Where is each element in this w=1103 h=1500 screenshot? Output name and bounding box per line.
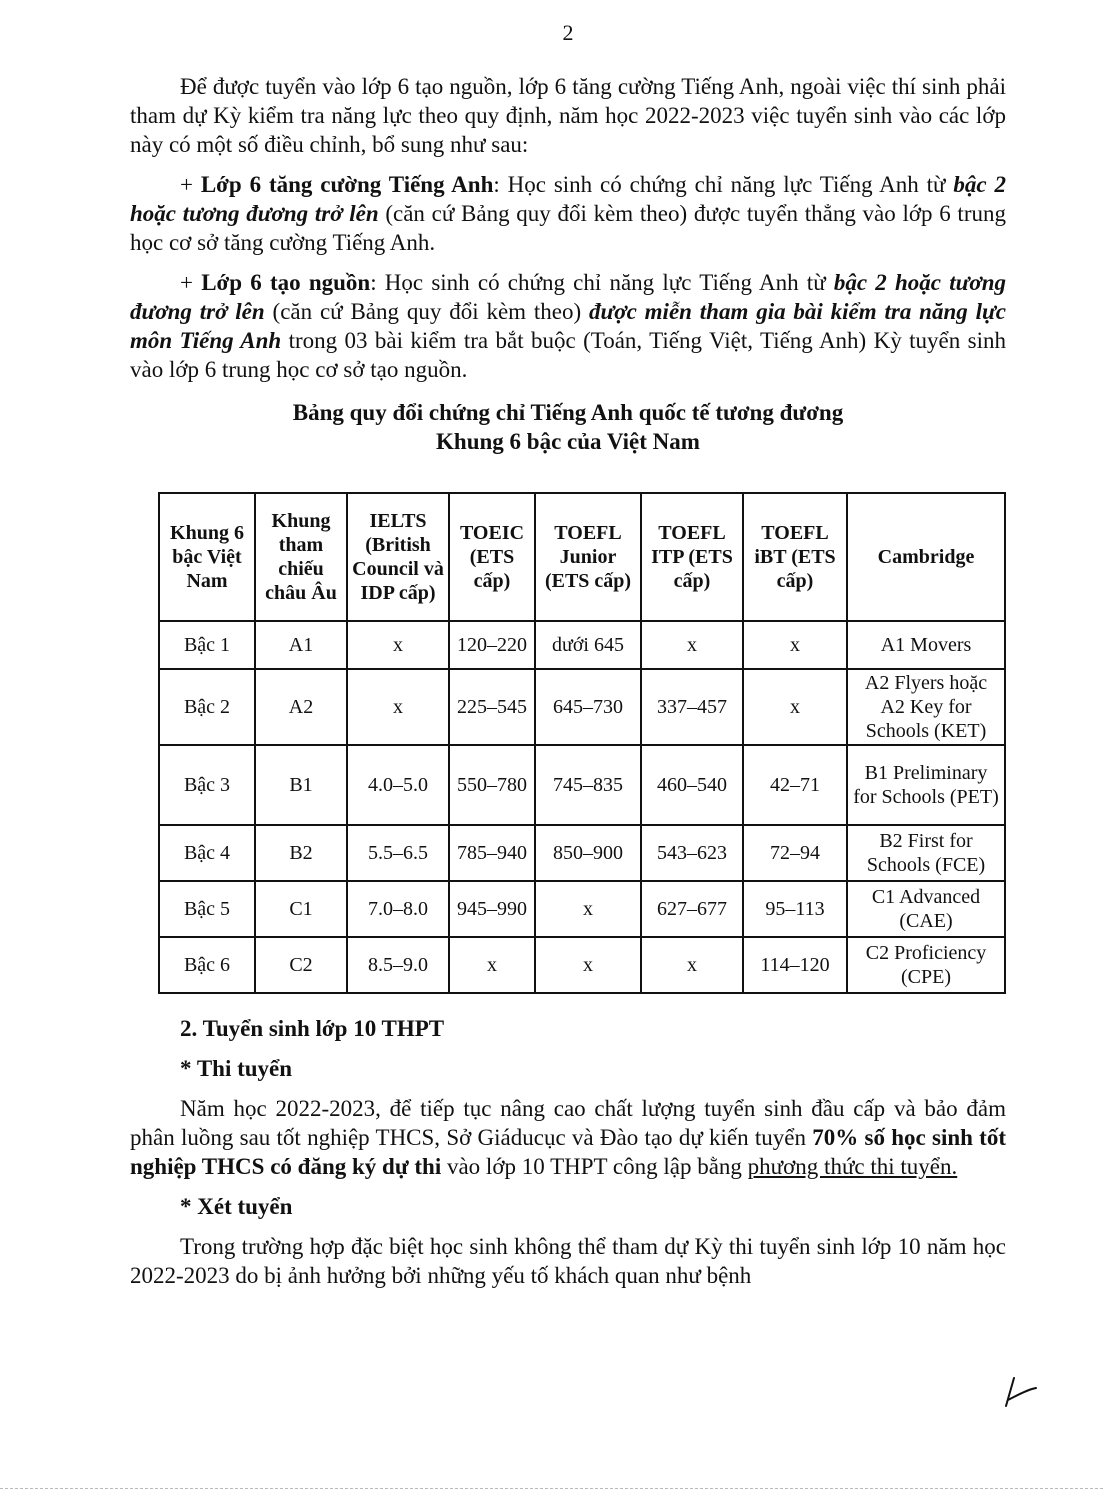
table-row — [159, 621, 1005, 669]
conversion-table-wrapper — [0, 492, 1006, 994]
item-source-text-3: trong 03 bài kiểm tra bắt buộc (Toán, Tiếng Việt, Tiếng Anh) Kỳ tuyển sinh vào lớp 6 trung học cơ sở tạo nguồn. — [130, 328, 1006, 382]
cell-toefl-itp: 543–623 — [641, 825, 743, 881]
header-ielts: IELTS (British Council và IDP cấp) — [347, 493, 449, 621]
item-source-paragraph — [130, 268, 1006, 384]
cell-toeic: 120–220 — [449, 621, 535, 669]
table-row — [159, 825, 1005, 881]
item-source-emphasis-1: bậc 2 hoặc tương đương trở lên — [130, 270, 1006, 324]
document-body — [130, 72, 1006, 1301]
item-english-text-1: : Học sinh có chứng chỉ năng lực Tiếng Anh từ — [493, 172, 954, 197]
cell-cambridge: A2 Flyers hoặc A2 Key for Schools (KET) — [847, 669, 1005, 745]
page-bottom-edge — [0, 1488, 1103, 1489]
cell-toefl-junior: dưới 645 — [535, 621, 641, 669]
cell-ielts: x — [347, 621, 449, 669]
cell-cambridge: B1 Preliminary for Schools (PET) — [847, 745, 1005, 825]
cell-toeic: 225–545 — [449, 669, 535, 745]
cell-vn-level: Bậc 5 — [159, 881, 255, 937]
conversion-table — [158, 492, 1006, 994]
cell-toefl-ibt: 72–94 — [743, 825, 847, 881]
section-2-paragraph-1 — [130, 1094, 1006, 1181]
cell-cefr: B2 — [255, 825, 347, 881]
item-source-text-1: : Học sinh có chứng chỉ năng lực Tiếng Anh từ — [370, 270, 834, 295]
table-header-row — [159, 493, 1005, 621]
table-caption-line-1: Bảng quy đổi chứng chỉ Tiếng Anh quốc tế tương đương — [292, 400, 844, 425]
header-toefl-itp: TOEFL ITP (ETS cấp) — [641, 493, 743, 621]
header-toeic: TOEIC (ETS cấp) — [449, 493, 535, 621]
cell-toefl-itp: 627–677 — [641, 881, 743, 937]
cell-cefr: C1 — [255, 881, 347, 937]
handwritten-initial — [1000, 1374, 1038, 1410]
cell-cefr: A1 — [255, 621, 347, 669]
cell-vn-level: Bậc 1 — [159, 621, 255, 669]
cell-toefl-itp: 337–457 — [641, 669, 743, 745]
section-2-p1-text-1: Năm học 2022-2023, để tiếp tục nâng cao chất lượng tuyển sinh đầu cấp và bảo đảm phân luồng sau tốt nghiệp THCS, Sở Giáducục và Đào tạo dự kiến tuyển — [130, 1096, 1006, 1150]
cell-cambridge: A1 Movers — [847, 621, 1005, 669]
table-row — [159, 669, 1005, 745]
item-english-emphasis: bậc 2 hoặc tương đương trở lên — [130, 172, 1006, 226]
cell-cefr: A2 — [255, 669, 347, 745]
page-number: 2 — [562, 20, 574, 45]
cell-toefl-junior: x — [535, 937, 641, 993]
table-row — [159, 745, 1005, 825]
cell-toeic: 945–990 — [449, 881, 535, 937]
cell-vn-level: Bậc 2 — [159, 669, 255, 745]
cell-ielts: 7.0–8.0 — [347, 881, 449, 937]
item-source-emphasis-2: được miễn tham gia bài kiểm tra năng lực môn Tiếng Anh — [130, 299, 1006, 353]
cell-toefl-ibt: 42–71 — [743, 745, 847, 825]
cell-ielts: x — [347, 669, 449, 745]
header-vn-level: Khung 6 bậc Việt Nam — [159, 493, 255, 621]
cell-toeic: 785–940 — [449, 825, 535, 881]
item-english-paragraph — [130, 170, 1006, 257]
table-row — [159, 937, 1005, 993]
header-toefl-junior: TOEFL Junior (ETS cấp) — [535, 493, 641, 621]
cell-cefr: C2 — [255, 937, 347, 993]
header-toefl-ibt: TOEFL iBT (ETS cấp) — [743, 493, 847, 621]
cell-toeic: x — [449, 937, 535, 993]
item-source-prefix: + — [180, 270, 202, 295]
cell-toefl-ibt: 114–120 — [743, 937, 847, 993]
cell-ielts: 5.5–6.5 — [347, 825, 449, 881]
cell-toefl-ibt: 95–113 — [743, 881, 847, 937]
cell-cambridge: B2 First for Schools (FCE) — [847, 825, 1005, 881]
table-row — [159, 881, 1005, 937]
cell-toefl-junior: 850–900 — [535, 825, 641, 881]
header-cefr: Khung tham chiếu châu Âu — [255, 493, 347, 621]
section-2-p1-text-2: vào lớp 10 THPT công lập bằng — [441, 1154, 748, 1179]
cell-toefl-ibt: x — [743, 621, 847, 669]
cell-toefl-itp: x — [641, 621, 743, 669]
section-2-sub-thi-tuyen: * Thi tuyển — [180, 1056, 293, 1081]
intro-paragraph: Để được tuyển vào lớp 6 tạo nguồn, lớp 6 tăng cường Tiếng Anh, ngoài việc thí sinh phải tham dự Kỳ kiểm tra năng lực theo quy định, năm học 2022-2023 việc tuyển sinh vào các lớp này có một số điều chỉnh, bổ sung như sau: — [130, 74, 1006, 157]
item-source-label: Lớp 6 tạo nguồn — [201, 270, 371, 295]
cell-toefl-junior: x — [535, 881, 641, 937]
cell-toefl-junior: 745–835 — [535, 745, 641, 825]
cell-ielts: 8.5–9.0 — [347, 937, 449, 993]
cell-vn-level: Bậc 6 — [159, 937, 255, 993]
item-english-prefix: + — [180, 172, 201, 197]
cell-toefl-itp: x — [641, 937, 743, 993]
section-2-sub-xet-tuyen: * Xét tuyển — [180, 1194, 293, 1219]
section-2-p1-bold: 70% số học sinh tốt nghiệp THCS có đăng ký dự thi — [130, 1125, 1006, 1179]
cell-toefl-junior: 645–730 — [535, 669, 641, 745]
cell-vn-level: Bậc 4 — [159, 825, 255, 881]
item-source-text-2: (căn cứ Bảng quy đổi kèm theo) — [264, 299, 589, 324]
section-2-heading: 2. Tuyển sinh lớp 10 THPT — [180, 1016, 445, 1041]
cell-toefl-ibt: x — [743, 669, 847, 745]
section-2-paragraph-2: Trong trường hợp đặc biệt học sinh không thể tham dự Kỳ thi tuyển sinh lớp 10 năm học 2022-2023 do bị ảnh hưởng bởi những yếu tố khách quan như bệnh — [130, 1234, 1006, 1288]
table-caption-line-2: Khung 6 bậc của Việt Nam — [436, 429, 700, 454]
header-cambridge: Cambridge — [847, 493, 1005, 621]
cell-ielts: 4.0–5.0 — [347, 745, 449, 825]
section-2-p1-underline: phương thức thi tuyển. — [747, 1154, 958, 1179]
table-caption — [130, 398, 1006, 456]
cell-toefl-itp: 460–540 — [641, 745, 743, 825]
cell-vn-level: Bậc 3 — [159, 745, 255, 825]
cell-cambridge: C1 Advanced (CAE) — [847, 881, 1005, 937]
cell-toeic: 550–780 — [449, 745, 535, 825]
cell-cefr: B1 — [255, 745, 347, 825]
cell-cambridge: C2 Proficiency (CPE) — [847, 937, 1005, 993]
item-english-text-2: (căn cứ Bảng quy đổi kèm theo) được tuyển thẳng vào lớp 6 trung học cơ sở tăng cường Tiếng Anh. — [130, 201, 1006, 255]
item-english-label: Lớp 6 tăng cường Tiếng Anh — [200, 172, 494, 197]
